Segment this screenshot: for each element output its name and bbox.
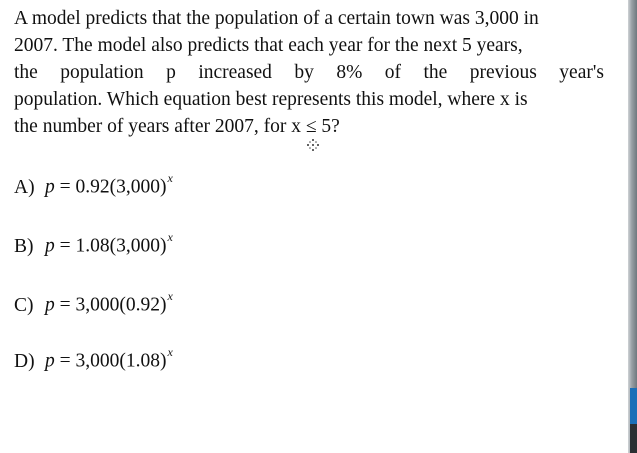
- choice-d-variable: p: [45, 350, 55, 372]
- question-line-2: 2007. The model also predicts that each year for the next 5 years,: [14, 35, 523, 56]
- choice-a-exponent: x: [167, 171, 173, 185]
- choice-b-variable: p: [45, 235, 55, 257]
- choice-b-letter: B): [14, 235, 34, 257]
- choice-d-letter: D): [14, 350, 35, 372]
- choice-a-variable: p: [45, 176, 55, 198]
- move-cursor-icon: [306, 138, 320, 152]
- choice-b-expression: = 1.08(3,000): [54, 235, 167, 257]
- choice-c-exponent: x: [167, 289, 173, 303]
- choice-d-expression: = 3,000(1.08): [54, 350, 167, 372]
- question-line-1: A model predicts that the population of a certain town was 3,000 in: [14, 8, 539, 29]
- question-line-5: the number of years after 2007, for x ≤ 5?: [14, 116, 340, 137]
- choice-c-variable: p: [45, 294, 55, 316]
- edge-blue-strip: [630, 388, 637, 424]
- choice-c[interactable]: [14, 284, 173, 314]
- choice-a-letter: A): [14, 176, 35, 198]
- choice-b[interactable]: [14, 225, 173, 255]
- choice-d[interactable]: [14, 340, 173, 370]
- question-text: [14, 5, 604, 140]
- window-edge: [628, 0, 637, 453]
- question-line-3: the population p increased by 8% of the previous year's: [14, 62, 604, 83]
- choice-a-expression: = 0.92(3,000): [54, 176, 167, 198]
- choice-d-exponent: x: [167, 345, 173, 359]
- edge-dark-strip: [630, 424, 637, 453]
- question-line-4: population. Which equation best represents this model, where x is: [14, 89, 528, 110]
- choice-c-expression: = 3,000(0.92): [54, 294, 167, 316]
- choice-b-exponent: x: [167, 230, 173, 244]
- choice-c-letter: C): [14, 294, 34, 316]
- choice-a[interactable]: [14, 166, 173, 196]
